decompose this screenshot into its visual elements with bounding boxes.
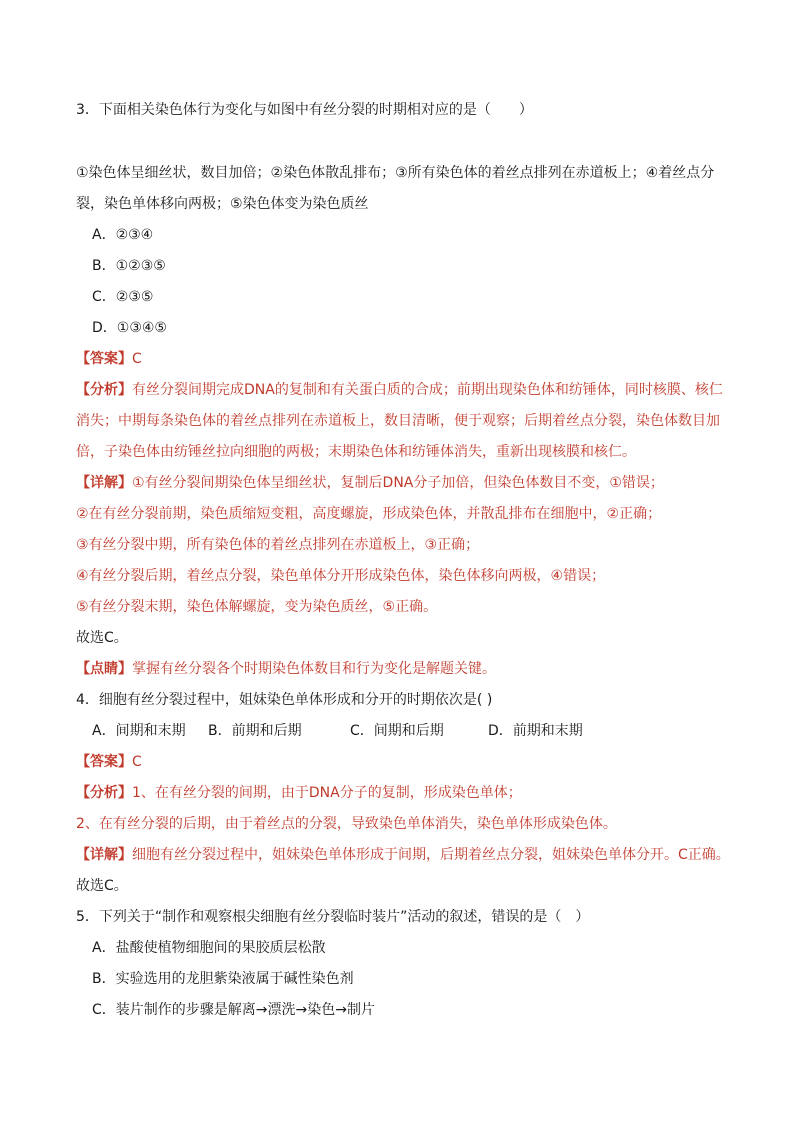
analysis-tag: 【分析】 [76,785,132,801]
q4-option-a: A．间期和末期 [92,723,186,739]
point-tag: 【点睛】 [76,661,132,677]
q4-option-c: C．间期和后期 [350,723,444,739]
q5-option-b: B．实验选用的龙胆紫染液属于碱性染色剂 [92,971,354,987]
q5-option-c: C．装片制作的步骤是解离→漂洗→染色→制片 [92,1002,375,1018]
detail-text: 细胞有丝分裂过程中，姐妹染色单体形成于间期，后期着丝点分裂，姐妹染色单体分开。C正确。 [132,847,730,863]
q3-option-c: C．②③⑤ [92,289,154,305]
detail-text: ①有丝分裂间期染色体呈细丝状，复制后DNA分子加倍，但染色体数目不变，①错误； [132,475,664,491]
analysis-tag: 【分析】 [76,382,132,398]
q3-statement-line2: 裂，染色单体移向两极；⑤染色体变为染色质丝 [76,196,369,212]
q3-option-b: B．①②③⑤ [92,258,166,274]
answer-tag: 【答案】 [76,754,132,770]
q4-option-d: D．前期和末期 [488,723,583,739]
q3-detail-line5: ⑤有丝分裂末期，染色体解螺旋，变为染色质丝，⑤正确。 [76,599,438,615]
q5-stem: 5．下列关于“制作和观察根尖细胞有丝分裂临时装片”活动的叙述，错误的是（ ） [76,909,590,925]
q3-analysis-line1 [76,380,723,400]
answer-value: C [132,754,142,770]
q3-analysis-line3: 倍，子染色体由纺锤丝拉向细胞的两极；末期染色体和纺锤体消失，重新出现核膜和核仁。 [76,444,636,460]
q3-conclusion: 故选C。 [76,630,128,646]
q4-answer [76,752,142,772]
q3-stem: 3．下面相关染色体行为变化与如图中有丝分裂的时期相对应的是（ ） [76,102,533,118]
q4-options [92,721,583,741]
q4-conclusion: 故选C。 [76,878,128,894]
q3-detail-line1 [76,473,664,493]
q3-detail-line2: ②在有丝分裂前期，染色质缩短变粗，高度螺旋，形成染色体，并散乱排布在细胞中，②正确； [76,506,662,522]
q3-statement-line1: ①染色体呈细丝状，数目加倍；②染色体散乱排布；③所有染色体的着丝点排列在赤道板上；④着丝点分 [76,165,715,181]
q4-stem: 4．细胞有丝分裂过程中，姐妹染色单体形成和分开的时期依次是( ) [76,692,493,708]
q3-option-d: D．①③④⑤ [92,320,167,336]
detail-tag: 【详解】 [76,847,132,863]
q3-analysis-line2: 消失；中期每条染色体的着丝点排列在赤道板上，数目清晰，便于观察；后期着丝点分裂，染色体数目加 [76,413,720,429]
analysis-text: 1、在有丝分裂的间期，由于DNA分子的复制，形成染色单体； [132,785,522,801]
q4-analysis-line2: 2、在有丝分裂的后期，由于着丝点的分裂，导致染色单体消失，染色单体形成染色体。 [76,816,617,832]
q4-detail [76,845,730,865]
q4-analysis-line1 [76,783,522,803]
q3-detail-line4: ④有丝分裂后期，着丝点分裂，染色单体分开形成染色体，染色体移向两极，④错误； [76,568,606,584]
analysis-text: 有丝分裂间期完成DNA的复制和有关蛋白质的合成；前期出现染色体和纺锤体，同时核膜、核仁 [132,382,723,398]
q3-option-a: A．②③④ [92,227,154,243]
q4-option-b: B．前期和后期 [208,723,302,739]
q3-detail-line3: ③有丝分裂中期，所有染色体的着丝点排列在赤道板上，③正确； [76,537,480,553]
detail-tag: 【详解】 [76,475,132,491]
point-text: 掌握有丝分裂各个时期染色体数目和行为变化是解题关键。 [132,661,496,677]
q5-option-a: A．盐酸使植物细胞间的果胶质层松散 [92,940,326,956]
answer-value: C [132,351,142,367]
answer-tag: 【答案】 [76,351,132,367]
q3-point [76,659,496,679]
q3-answer [76,349,142,369]
